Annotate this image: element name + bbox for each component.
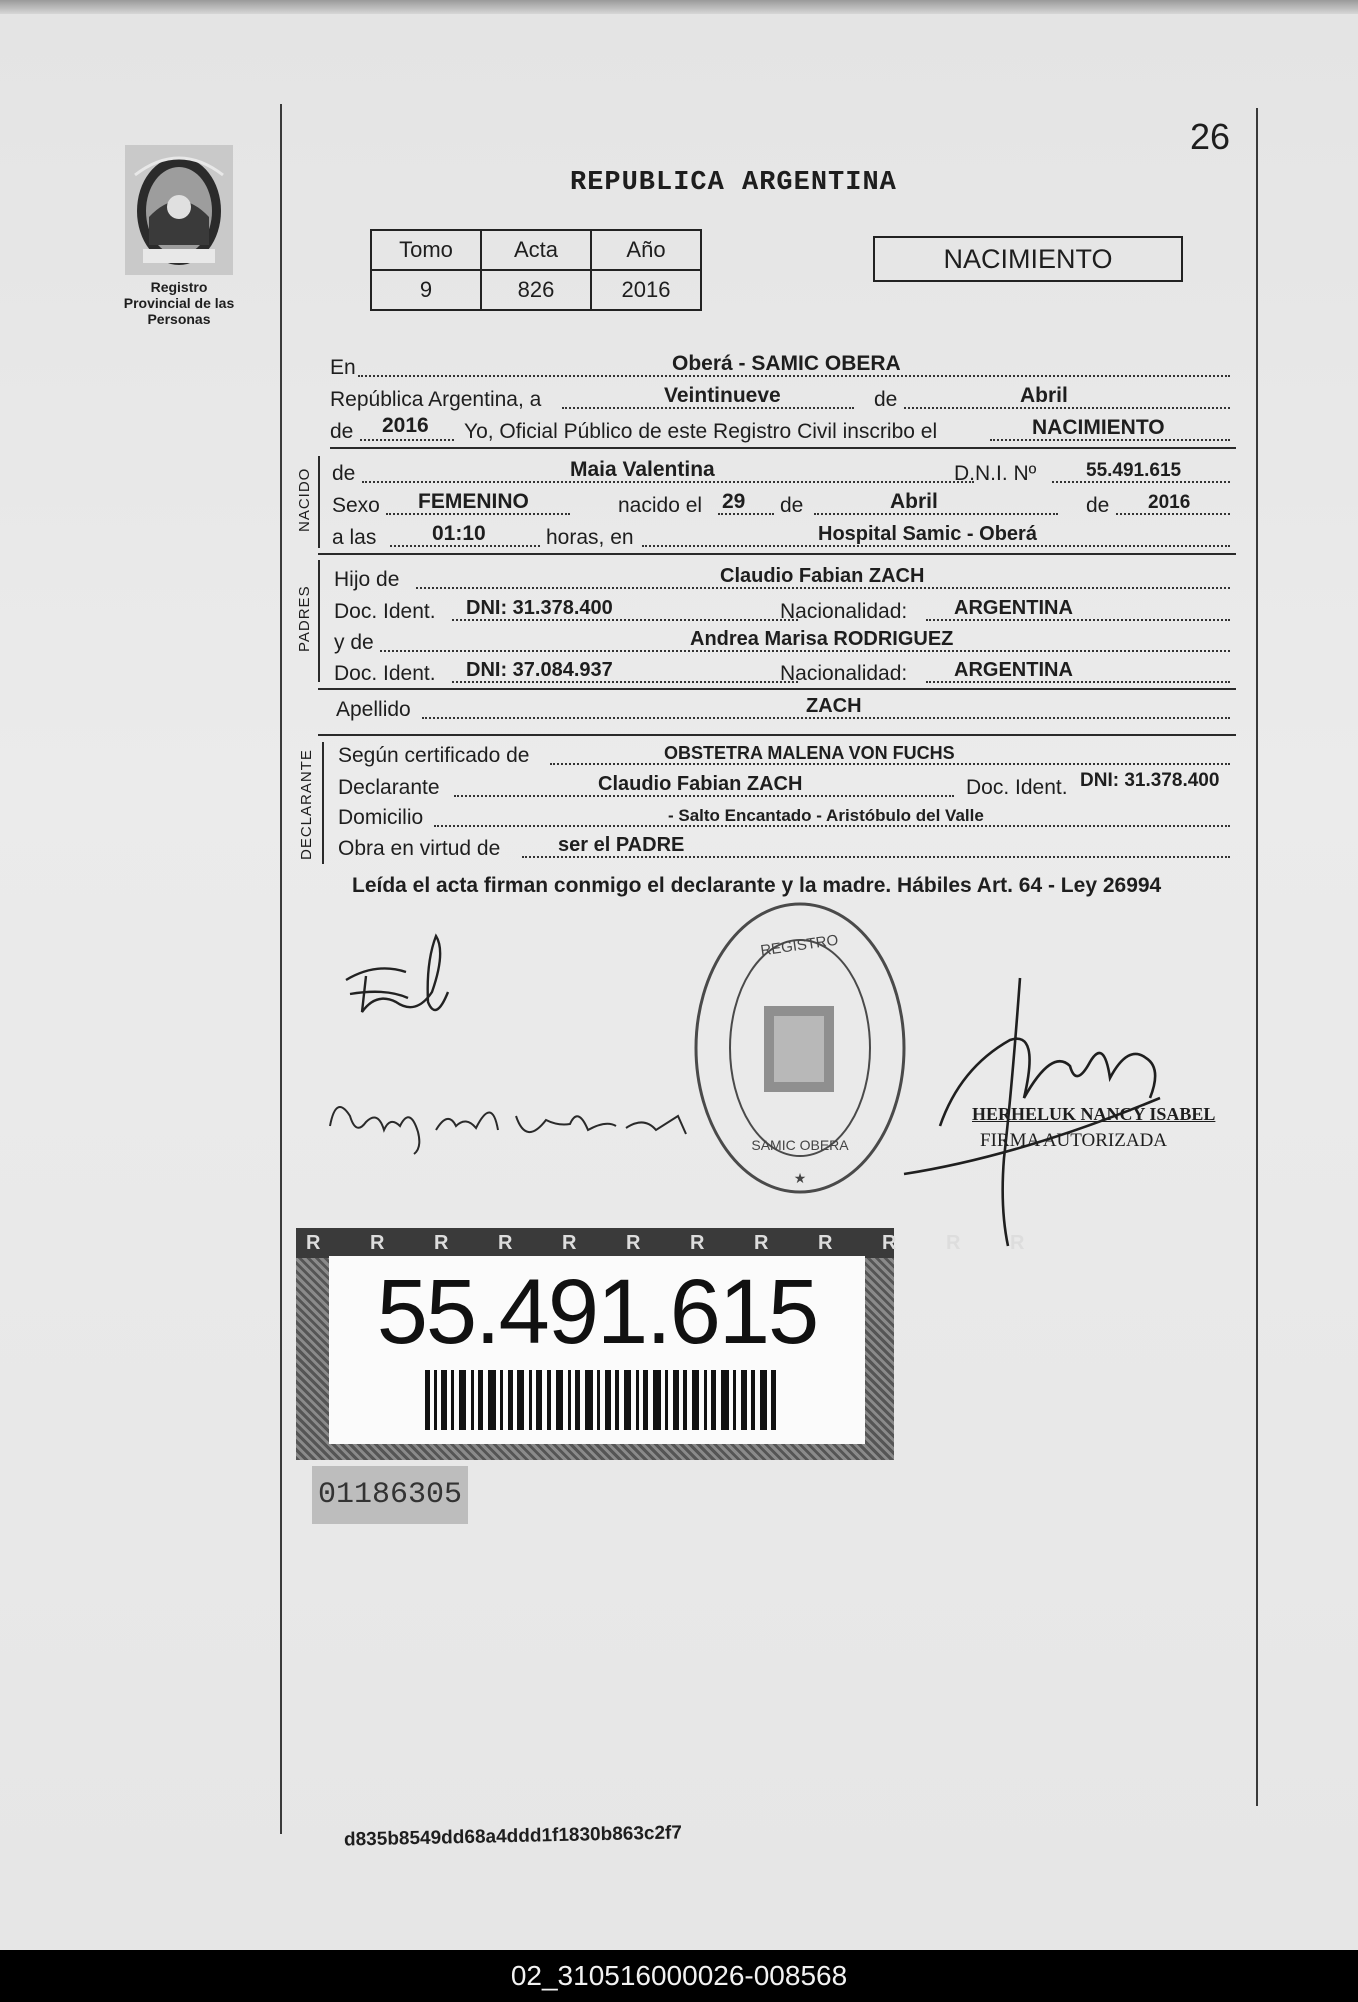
a-las-label: a las (332, 526, 377, 549)
de-label: de (874, 388, 898, 411)
registry-name: Registro Provincial de las Personas (123, 279, 235, 327)
row-father-doc (330, 596, 1236, 626)
row-segun (330, 740, 1236, 770)
ano-header: Año (591, 230, 701, 270)
declarante-name: Claudio Fabian ZACH (598, 773, 803, 795)
record-type-box: NACIMIENTO (873, 236, 1183, 282)
day-value: Veintinueve (664, 384, 781, 407)
padres-section-label: PADRES (296, 585, 313, 652)
birth-year: 2016 (1148, 492, 1191, 513)
en-label: En (330, 356, 356, 379)
sexo-label: Sexo (332, 494, 380, 517)
row-sexo (330, 490, 1236, 520)
right-margin-line (1256, 108, 1258, 1806)
row-time (330, 522, 1236, 552)
doc-label-mother: Doc. Ident. (334, 662, 436, 685)
child-dni: 55.491.615 (1086, 460, 1182, 481)
closing-note: Leída el acta firman conmigo el declarante y la madre. Hábiles Art. 64 - Ley 26994 (352, 874, 1162, 897)
father-name: Claudio Fabian ZACH (720, 565, 925, 587)
row-mother-doc (330, 658, 1236, 688)
acta-header: Acta (481, 230, 591, 270)
doc-label-declarante: Doc. Ident. (966, 776, 1068, 799)
row-name (330, 458, 1236, 488)
nac-label-father: Nacionalidad: (780, 600, 908, 623)
ano-value: 2016 (591, 270, 701, 310)
act-value: NACIMIENTO (1032, 416, 1165, 439)
apellido-value: ZACH (806, 695, 862, 717)
row-republica (330, 384, 1236, 414)
barcode-icon (425, 1370, 777, 1430)
svg-text:SAMIC OBERA: SAMIC OBERA (751, 1137, 849, 1153)
file-id-footer: 02_310516000026-008568 (0, 1950, 1358, 2002)
domicilio-value: - Salto Encantado - Aristóbulo del Valle (668, 806, 984, 825)
certificate-value: OBSTETRA MALENA VON FUCHS (664, 743, 955, 763)
yde-label: y de (334, 631, 374, 654)
row-obra (330, 833, 1236, 863)
domicilio-label: Domicilio (338, 806, 424, 829)
father-doc: DNI: 31.378.400 (466, 597, 613, 619)
row-domicilio (330, 802, 1236, 832)
obra-value: ser el PADRE (558, 834, 685, 856)
child-name: Maia Valentina (570, 458, 715, 481)
apellido-label: Apellido (336, 698, 411, 721)
page-number: 26 (1190, 116, 1231, 157)
document-title: REPUBLICA ARGENTINA (570, 168, 897, 198)
registry-stamp-icon (690, 898, 910, 1198)
birth-time: 01:10 (432, 522, 486, 545)
official-name: HERHELUK NANCY ISABEL (972, 1104, 1216, 1124)
de-label-name: de (332, 462, 356, 485)
dni-label: D.N.I. Nº (954, 462, 1037, 485)
scan-edge (0, 0, 1358, 14)
segun-label: Según certificado de (338, 744, 530, 767)
row-year (330, 416, 1236, 446)
declarante-label: Declarante (338, 776, 440, 799)
birth-place: Hospital Samic - Oberá (818, 523, 1037, 545)
birth-day: 29 (722, 490, 746, 513)
obra-label: Obra en virtud de (338, 837, 501, 860)
mother-name: Andrea Marisa RODRIGUEZ (690, 628, 954, 650)
registry-table (370, 229, 702, 311)
horas-label: horas, en (546, 526, 634, 549)
declarante-section-label: DECLARANTE (298, 749, 315, 860)
row-en (330, 352, 1236, 382)
nacido-section-label: NACIDO (296, 467, 313, 532)
declarante-signature (336, 932, 466, 1032)
svg-text:REGISTRO: REGISTRO (759, 931, 840, 960)
nacido-label: nacido el (618, 494, 703, 517)
month-value: Abril (1020, 384, 1068, 407)
year-value: 2016 (382, 414, 429, 437)
mother-nationality: ARGENTINA (954, 659, 1073, 681)
tomo-header: Tomo (371, 230, 481, 270)
tomo-value: 9 (371, 270, 481, 310)
mother-doc: DNI: 37.084.937 (466, 659, 613, 681)
mother-signature-mark (326, 1086, 706, 1156)
misiones-seal-icon (125, 145, 233, 275)
serial-sticker: 01186305 (312, 1466, 468, 1524)
republica-label: República Argentina, a (330, 388, 542, 411)
row-declarante (330, 772, 1236, 802)
statement-text: Yo, Oficial Público de este Registro Civil inscribo el (464, 420, 938, 443)
de-label-birth: de (780, 494, 804, 517)
official-role: FIRMA AUTORIZADA (980, 1130, 1168, 1151)
document-hash: d835b8549dd68a4ddd1f1830b863c2f7 (343, 1822, 683, 1851)
sexo-value: FEMENINO (418, 490, 529, 513)
label-pattern: R R R R R R R R R R R R (296, 1228, 894, 1258)
de-label-birth-2: de (1086, 494, 1110, 517)
birth-month: Abril (890, 490, 938, 513)
label-inner (329, 1256, 865, 1444)
row-yde (330, 627, 1236, 657)
hijo-label: Hijo de (334, 568, 400, 591)
row-apellido (330, 694, 1236, 724)
declarante-doc: DNI: 31.378.400 (1080, 770, 1220, 791)
row-hijo (330, 564, 1236, 594)
doc-label-father: Doc. Ident. (334, 600, 436, 623)
nac-label-mother: Nacionalidad: (780, 662, 908, 685)
de-label-2: de (330, 420, 354, 443)
svg-text:★: ★ (793, 1170, 807, 1186)
left-margin-line (280, 104, 282, 1834)
acta-value: 826 (481, 270, 591, 310)
registry-logo (118, 145, 240, 327)
label-dni-number: 55.491.615 (376, 1261, 818, 1363)
father-nationality: ARGENTINA (954, 597, 1073, 619)
place-value: Oberá - SAMIC OBERA (672, 352, 901, 375)
id-label (296, 1228, 1047, 1460)
